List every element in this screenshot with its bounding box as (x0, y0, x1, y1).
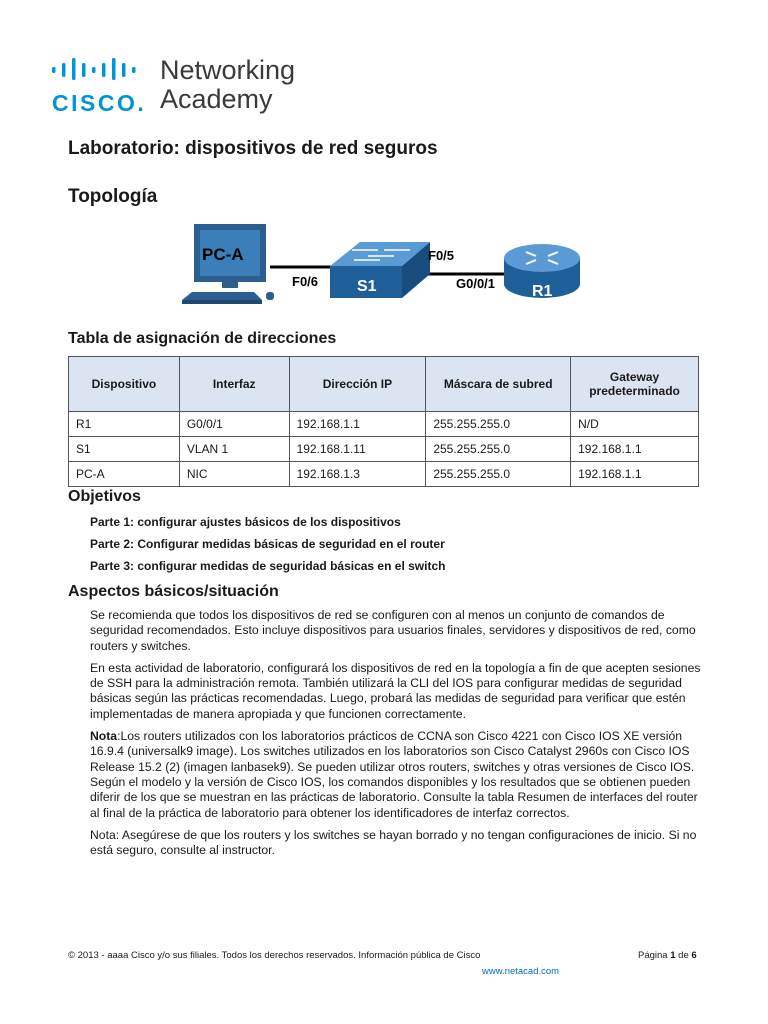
cisco-wordmark: CISCO. (52, 90, 147, 116)
router-label: R1 (532, 283, 553, 300)
table-row (69, 412, 699, 437)
page-word: Página (638, 950, 668, 961)
table-header-row (69, 357, 699, 412)
col-header-gateway: Gateway predeterminado (571, 357, 699, 412)
col-header-interface: Interfaz (179, 357, 289, 412)
page-total: 6 (691, 950, 697, 961)
footer-copyright: © 2013 - aaaa Cisco y/o sus filiales. Todos los derechos reservados. Información pública de Cisco (68, 950, 481, 961)
objective-part-2: Parte 2: Configurar medidas básicas de seguridad en el router (90, 537, 445, 551)
cell-mask: 255.255.255.0 (426, 437, 571, 462)
pc-port-label: F0/6 (292, 274, 319, 289)
brand-academy: Academy (160, 84, 273, 114)
background-paragraph-1: Se recomienda que todos los dispositivos de red se configuren con al menos un conjunto de comandos de seguridad recomendados. Esto incluye dispositivos para usuarios finales, servidores y dispositivos de red, como routers y switches. (90, 608, 696, 653)
background-paragraph-4: Nota: Asegúrese de que los routers y los switches se hayan borrado y no tengan configuraciones de inicio. Si no está seguro, consulte al instructor. (90, 827, 697, 858)
table-row (69, 462, 699, 487)
cell-interface: G0/0/1 (179, 412, 289, 437)
objective-part-1: Parte 1: configurar ajustes básicos de los dispositivos (90, 515, 401, 529)
cell-ip: 192.168.1.11 (289, 437, 426, 462)
cell-device: PC-A (69, 462, 180, 487)
background-paragraph-3 (90, 729, 702, 821)
cisco-logo (52, 55, 312, 116)
cisco-bars-icon (52, 58, 144, 80)
col-header-device: Dispositivo (69, 357, 180, 412)
background-text (90, 608, 702, 865)
objective-part-3: Parte 3: configurar medidas de seguridad básicas en el switch (90, 559, 446, 573)
note-label: Nota (90, 729, 118, 744)
cell-mask: 255.255.255.0 (426, 462, 571, 487)
footer-page-number (638, 950, 697, 961)
page-of: de (678, 950, 689, 961)
cell-interface: VLAN 1 (179, 437, 289, 462)
switch-label: S1 (357, 278, 377, 295)
cell-gateway: 192.168.1.1 (571, 437, 699, 462)
address-table (68, 356, 699, 487)
cell-device: R1 (69, 412, 180, 437)
col-header-ip: Dirección IP (289, 357, 426, 412)
topology-heading: Topología (68, 186, 158, 207)
cell-interface: NIC (179, 462, 289, 487)
pc-label: PC-A (202, 245, 244, 264)
page-title: Laboratorio: dispositivos de red seguros (68, 138, 438, 159)
note-text: :Los routers utilizados con los laboratorios prácticos de CCNA son Cisco 4221 con Cisco IOS XE versión 16.9.4 (universalk9 image). Los switches utilizados en los laboratorios son Cisco Catalyst 2960s con Cisco IOS Release 15.2 (2) (imagen lanbasek9). Se pueden utilizar otros routers, switches y otras versiones de Cisco IOS. Según el modelo y la versión de Cisco IOS, los comandos disponibles y los resultados que se obtienen pueden diferir de los que se muestran en las prácticas de laboratorio. Consulte la tabla Resumen de interfaces del router al final de la práctica de laboratorio para obtener los identificadores de interfaz correctos. (90, 729, 698, 820)
address-table-title: Tabla de asignación de direcciones (68, 330, 337, 347)
cell-gateway: 192.168.1.1 (571, 462, 699, 487)
brand-networking: Networking (160, 55, 296, 85)
cell-ip: 192.168.1.1 (289, 412, 426, 437)
pc-icon (182, 224, 274, 304)
topology-diagram (180, 222, 600, 314)
cell-mask: 255.255.255.0 (426, 412, 571, 437)
footer-url-link[interactable]: www.netacad.com (482, 966, 560, 977)
cell-device: S1 (69, 437, 180, 462)
background-paragraph-2: En esta actividad de laboratorio, configurará los dispositivos de red en la topología a fin de que acepten sesiones de SSH para la administración remota. También utilizará la CLI del IOS para configurar medidas de seguridad básicas según las prácticas recomendadas. Luego, probará las medidas de seguridad para verificar que estén implementadas de manera apropiada y que funcionen correctamente. (90, 660, 701, 721)
switch-icon (330, 242, 430, 298)
page-current: 1 (670, 950, 676, 961)
col-header-mask: Máscara de subred (426, 357, 571, 412)
cell-ip: 192.168.1.3 (289, 462, 426, 487)
background-heading: Aspectos básicos/situación (68, 583, 279, 600)
table-row (69, 437, 699, 462)
switch-port-label: F0/5 (428, 248, 455, 263)
cell-gateway: N/D (571, 412, 699, 437)
objectives-list (90, 515, 710, 581)
router-port-label: G0/0/1 (456, 276, 496, 291)
objectives-heading: Objetivos (68, 488, 141, 505)
